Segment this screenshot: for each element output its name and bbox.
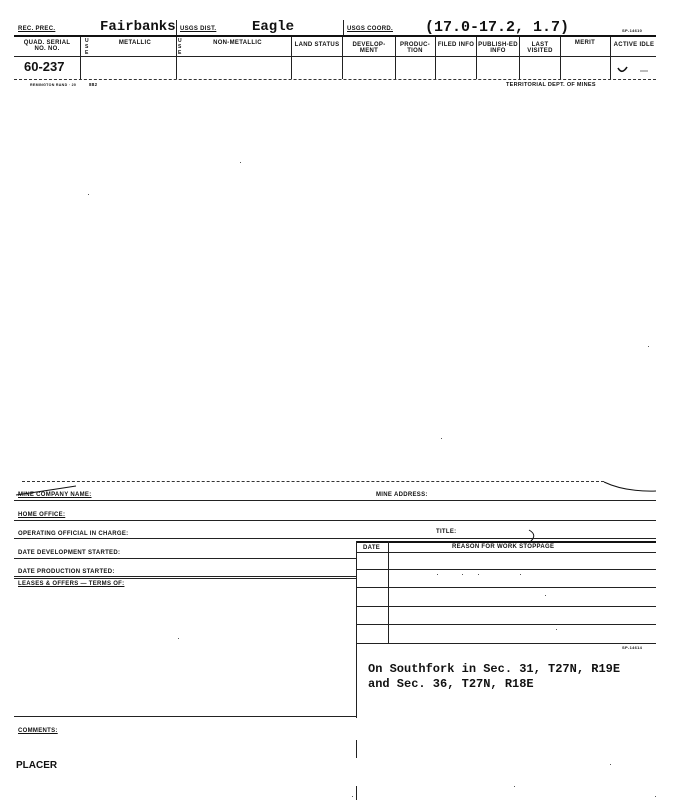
development-heading: DEVELOP-MENT: [352, 42, 386, 54]
serial-number-value: 60-237: [24, 59, 65, 74]
date-development-label: DATE DEVELOPMENT STARTED:: [18, 550, 121, 556]
use-heading-1: U S E: [85, 38, 89, 56]
quad-serial-heading: QUAD. SERIAL NO. NO.: [23, 40, 71, 52]
printer-code: 882: [89, 82, 98, 87]
reason-column-heading: REASON FOR WORK STOPPAGE: [452, 544, 555, 550]
rec-prec-value: Fairbanks: [100, 19, 176, 35]
usgs-dist-label: USGS DIST.: [180, 26, 217, 32]
filed-info-heading: FILED INFO: [437, 42, 475, 48]
rec-prec-label: REC. PREC.: [18, 26, 56, 32]
usgs-coord-label: USGS COORD.: [347, 26, 393, 32]
active-idle-heading: ACTIVE IDLE: [613, 42, 655, 48]
usgs-dist-value: Eagle: [252, 19, 295, 35]
top-form-code: SP-14610: [622, 28, 643, 33]
land-status-heading: LAND STATUS: [294, 42, 340, 48]
non-metallic-heading: NON-METALLIC: [213, 40, 262, 46]
operating-official-label: OPERATING OFFICIAL IN CHARGE:: [18, 531, 129, 537]
merit-heading: MERIT: [574, 40, 596, 46]
pencil-check-mark: [614, 62, 654, 78]
comment-value: PLACER: [16, 760, 58, 771]
metallic-heading: METALLIC: [118, 40, 152, 46]
mine-address-label: MINE ADDRESS:: [376, 492, 428, 498]
date-column-heading: DATE: [363, 545, 381, 551]
bottom-form-code: SP-14614: [622, 645, 643, 650]
location-line-1: On Southfork in Sec. 31, T27N, R19E: [368, 662, 621, 676]
use-heading-2: U S E: [178, 38, 182, 56]
date-production-label: DATE PRODUCTION STARTED:: [18, 569, 115, 575]
mine-company-name-label: MINE COMPANY NAME:: [18, 492, 92, 498]
title-label: TITLE:: [436, 529, 457, 535]
printer-credit: REMINGTON RAND · 20: [30, 83, 77, 87]
last-visited-heading: LAST VISITED: [527, 42, 553, 54]
torn-edge-curve: [600, 478, 660, 496]
leases-offers-label: LEASES & OFFERS — TERMS OF:: [18, 581, 125, 587]
territorial-dept-label: TERRITORIAL DEPT. OF MINES: [506, 82, 596, 88]
published-info-heading: PUBLISH-ED INFO: [478, 42, 518, 54]
usgs-coord-value: (17.0-17.2, 1.7): [425, 19, 570, 36]
location-line-2: and Sec. 36, T27N, R18E: [368, 677, 534, 691]
home-office-label: HOME OFFICE:: [18, 512, 66, 518]
production-heading: PRODUC-TION: [399, 42, 431, 54]
comments-label: COMMENTS:: [18, 728, 58, 734]
